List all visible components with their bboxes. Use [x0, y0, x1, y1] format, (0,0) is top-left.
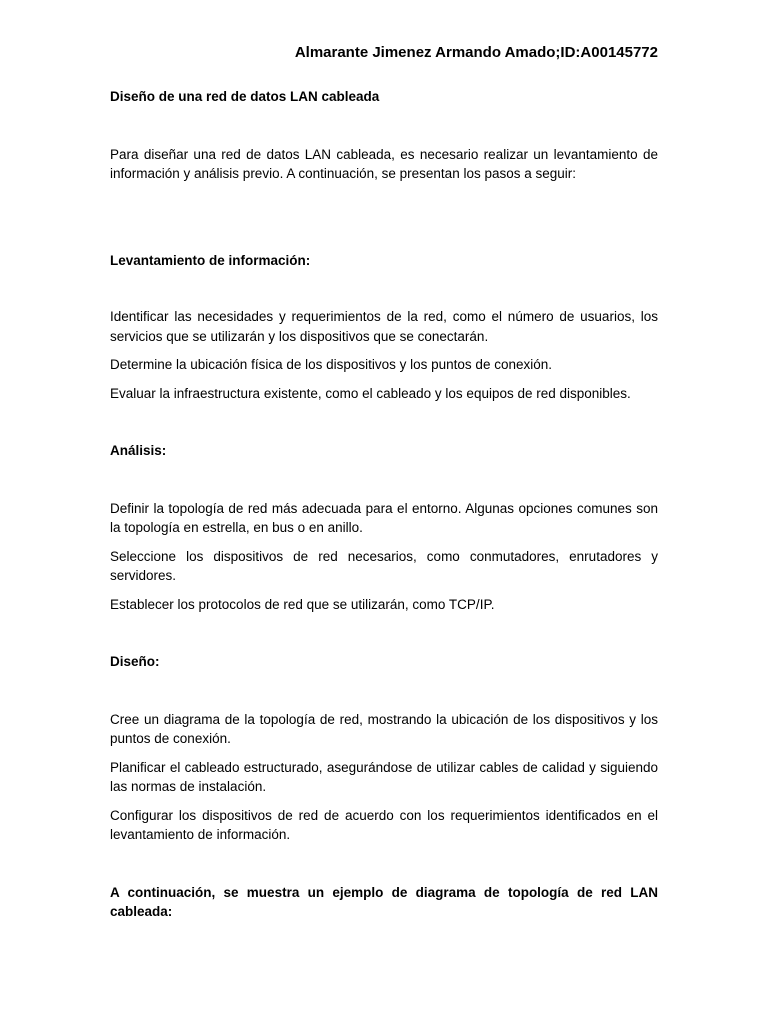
section-heading-diseno: Diseño:	[110, 654, 160, 669]
diseno-item-1: Cree un diagrama de la topología de red, mostrando la ubicación de los dispositivos y los puntos de conexión.	[110, 711, 658, 746]
levantamiento-item-3: Evaluar la infraestructura existente, como el cableado y los equipos de red disponibles.	[110, 385, 631, 401]
analisis-item-3: Establecer los protocolos de red que se utilizarán, como TCP/IP.	[110, 596, 495, 612]
diseno-item-2: Planificar el cableado estructurado, asegurándose de utilizar cables de calidad y siguiendo las normas de instalación.	[110, 759, 658, 794]
author-id-line: Almarante Jimenez Armando Amado;ID:A00145772	[294, 44, 658, 61]
section-heading-analisis: Análisis:	[110, 443, 167, 458]
document-title: Diseño de una red de datos LAN cableada	[110, 89, 380, 104]
analisis-item-1: Definir la topología de red más adecuada para el entorno. Algunas opciones comunes son la topología en estrella, en bus o en anillo.	[110, 500, 658, 535]
analisis-item-2: Seleccione los dispositivos de red necesarios, como conmutadores, enrutadores y servidores.	[110, 548, 658, 583]
levantamiento-item-1: Identificar las necesidades y requerimientos de la red, como el número de usuarios, los servicios que se utilizarán y los dispositivos que se conectarán.	[110, 309, 658, 344]
levantamiento-item-2: Determine la ubicación física de los dispositivos y los puntos de conexión.	[110, 357, 552, 372]
diseno-item-3: Configurar los dispositivos de red de acuerdo con los requerimientos identificados en el levantamiento de información.	[110, 807, 658, 842]
closing-heading: A continuación, se muestra un ejemplo de diagrama de topología de red LAN cableada:	[110, 884, 658, 919]
section-heading-levantamiento: Levantamiento de información:	[110, 252, 311, 268]
intro-paragraph: Para diseñar una red de datos LAN cableada, es necesario realizar un levantamiento de información y análisis previo. A continuación, se presentan los pasos a seguir:	[110, 146, 658, 181]
document-body	[110, 87, 658, 922]
